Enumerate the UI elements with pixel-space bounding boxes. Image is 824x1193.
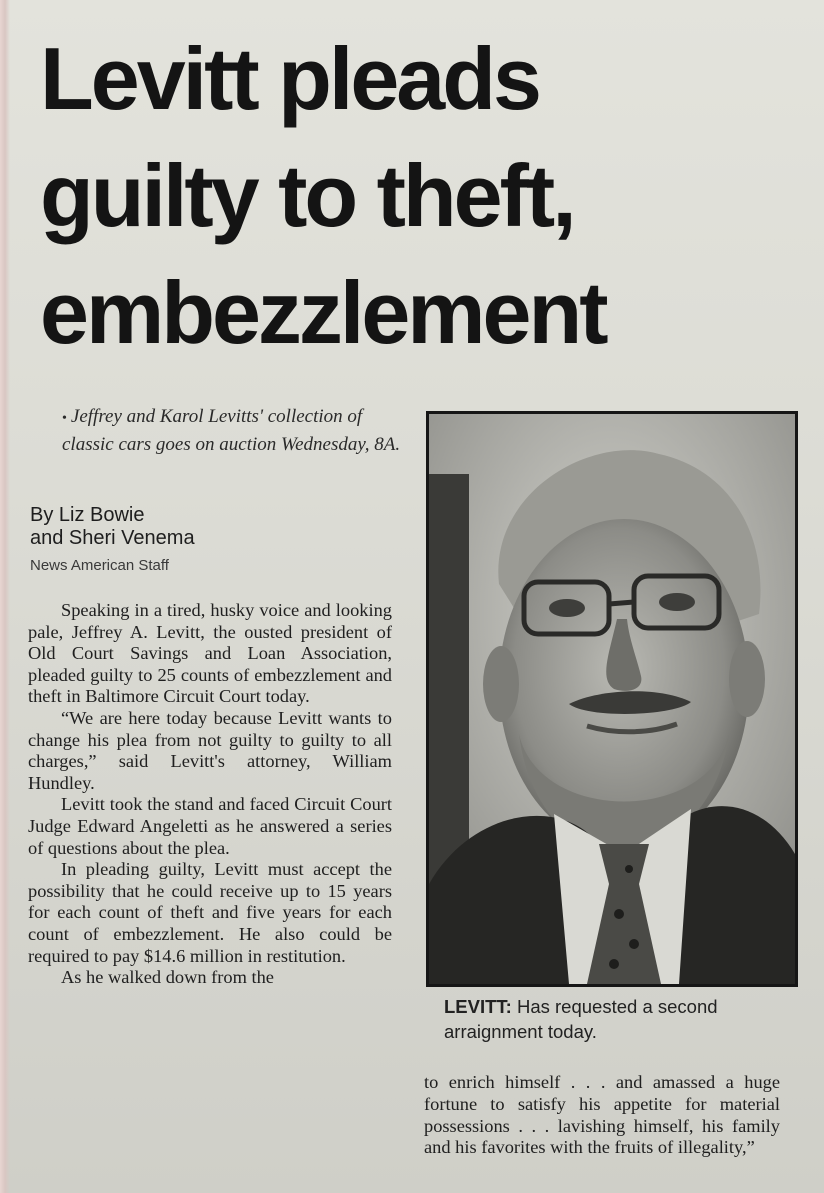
paragraph: “We are here today because Levitt wants to change his plea from not guilty to guilty to all charges,” said Levitt's attorney, William Hundley. (28, 707, 392, 793)
paragraph: Speaking in a tired, husky voice and looking pale, Jeffrey A. Levitt, the ousted president of Old Court Savings and Loan Association, pleaded guilty to 25 counts of embezzlement and theft in Baltimore Circuit Court today. (28, 600, 392, 707)
bullet-icon: • (62, 411, 67, 426)
paragraph: In pleading guilty, Levitt must accept the possibility that he could receive up to 15 years for each count of theft and five years for each count of embezzlement. He also could be required to pay $14.6 million in restitution. (28, 859, 392, 966)
headline-line-2: guilty to theft, (40, 146, 574, 245)
byline (30, 504, 195, 577)
paragraph: to enrich himself . . . and amassed a huge fortune to satisfy his appetite for material possessions . . . lavishing himself, his family and his favorites with the fruits of illegality,” (424, 1072, 780, 1158)
photo-caption (444, 994, 804, 1044)
headline-line-3: embezzlement (40, 263, 606, 362)
headline (40, 20, 800, 371)
teaser-text: Jeffrey and Karol Levitts' collection of classic cars goes on auction Wednesday, 8A. (62, 406, 401, 455)
byline-author-1: By Liz Bowie (30, 504, 145, 526)
caption-label: LEVITT: (444, 996, 512, 1017)
article-body-column-1 (28, 600, 392, 989)
portrait-photo (426, 411, 798, 987)
portrait-illustration (429, 414, 795, 984)
byline-staff: News American Staff (30, 557, 169, 574)
byline-author-2: and Sheri Venema (30, 527, 195, 549)
article-body-column-2 (424, 1072, 780, 1159)
paragraph: As he walked down from the (61, 967, 274, 988)
headline-line-1: Levitt pleads (40, 29, 539, 128)
teaser-box (62, 404, 402, 458)
page-edge-rule (0, 0, 10, 1193)
paragraph: Levitt took the stand and faced Circuit Court Judge Edward Angeletti as he answered a series of questions about the plea. (28, 794, 392, 858)
caption-text: Has requested a second arraignment today. (444, 996, 718, 1042)
